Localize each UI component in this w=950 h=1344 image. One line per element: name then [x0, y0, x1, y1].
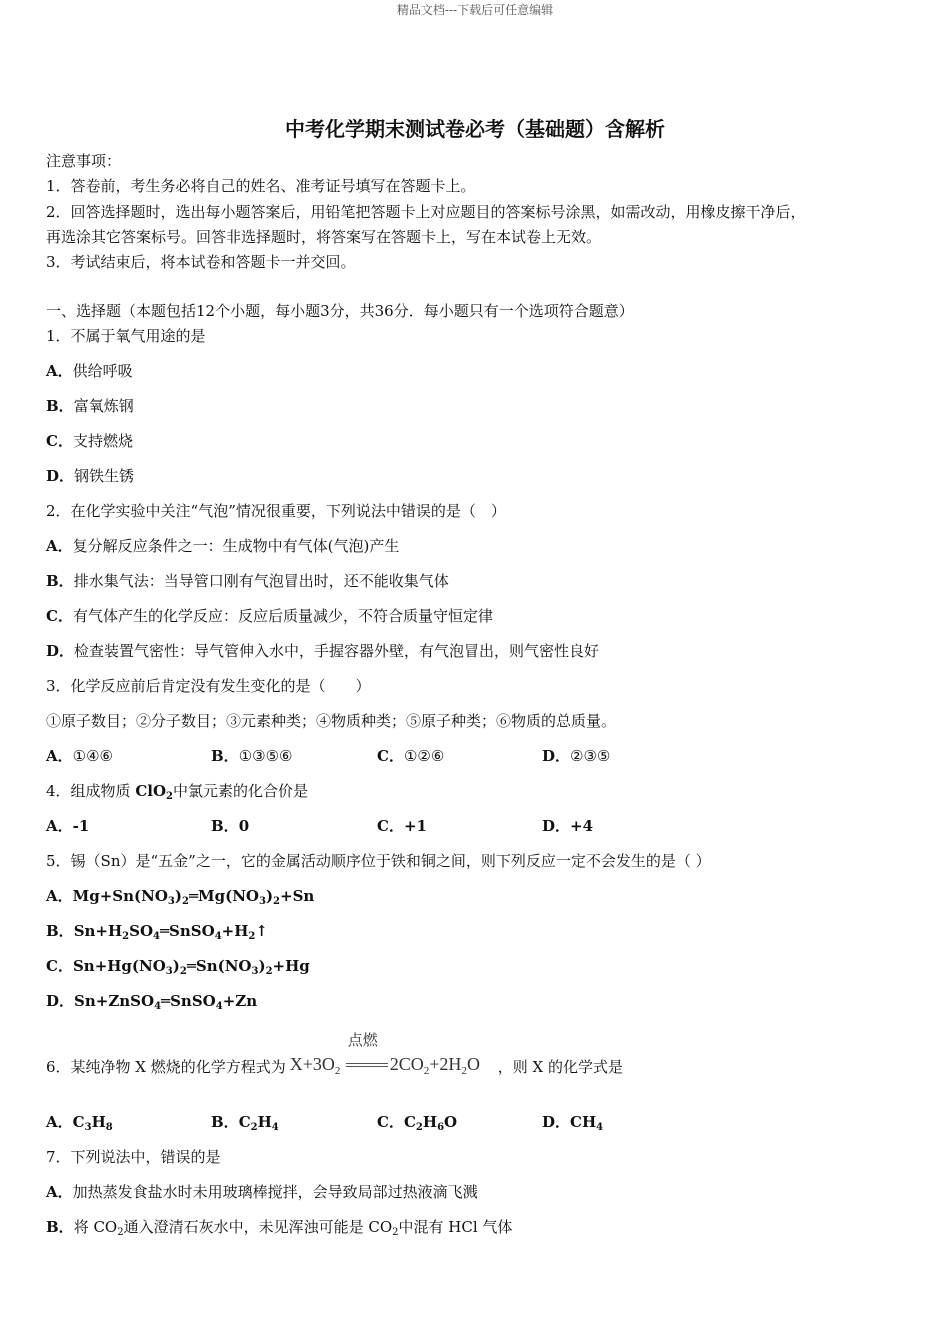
question-4-stem	[46, 781, 308, 807]
formula-text: H	[91, 1113, 106, 1131]
formula-text: 通入澄清石灰水中，未见浑浊可能是 CO	[123, 1218, 393, 1236]
formula-text: SO	[129, 922, 154, 940]
equation-products	[390, 1054, 480, 1081]
subscript: 3	[165, 966, 173, 977]
chemical-equation	[289, 1033, 494, 1077]
formula-text: 将 CO	[73, 1218, 118, 1236]
question-3-option-d	[542, 746, 610, 766]
question-7-option-b	[46, 1217, 512, 1243]
formula-text: +Zn	[222, 992, 258, 1010]
subscript: 2	[182, 896, 189, 907]
question-3-items: ①原子数目；②分子数目；③元素种类；④物质种类；⑤原子种类；⑥物质的总质量。	[46, 712, 617, 730]
subscript: 2	[166, 791, 173, 802]
option-label: B．	[46, 397, 74, 415]
formula-text: ═SnSO	[160, 922, 215, 940]
subscript: 2	[265, 966, 273, 977]
formula-text: Sn+Hg(NO	[72, 957, 166, 975]
option-label: D．	[542, 1113, 571, 1131]
question-1-option-d	[46, 466, 134, 486]
option-text: 复分解反应条件之一：生成物中有气体(气泡)产生	[72, 537, 400, 555]
option-label: B．	[46, 922, 74, 940]
section-heading: 一、选择题（本题包括12个小题，每小题3分，共36分．每小题只有一个选项符合题意）	[46, 302, 634, 320]
option-text	[73, 1113, 113, 1131]
formula-text: CH	[570, 1113, 597, 1131]
question-5-stem: 5．锡（Sn）是“五金”之一，它的金属活动顺序位于铁和铜之间，则下列反应一定不会发生的是（ ）	[46, 852, 711, 870]
subscript: 8	[105, 1122, 113, 1133]
option-text: -1	[72, 817, 90, 835]
subscript: 6	[437, 1122, 445, 1133]
option-text: +4	[570, 817, 594, 835]
question-5-option-a	[46, 886, 314, 912]
option-text: 0	[238, 817, 250, 835]
formula-text: )	[172, 957, 180, 975]
subscript: 2	[250, 1122, 258, 1133]
option-text	[73, 957, 310, 975]
option-text	[74, 1218, 513, 1236]
option-text	[570, 1113, 603, 1131]
question-6-option-c	[377, 1112, 457, 1138]
option-label: A．	[46, 362, 73, 380]
option-label: B．	[46, 572, 74, 590]
subscript: 4	[215, 1001, 223, 1012]
option-text: 供给呼吸	[72, 362, 133, 380]
subscript: 2	[122, 931, 130, 942]
option-label: B．	[46, 1218, 74, 1236]
question-4-option-b	[211, 816, 249, 836]
formula-text: )	[258, 957, 266, 975]
subscript: 4	[271, 1122, 279, 1133]
option-label: C．	[377, 817, 404, 835]
notice-heading: 注意事项：	[46, 152, 122, 170]
equation-reactants	[290, 1054, 341, 1081]
equation-text: X+3O	[289, 1054, 335, 1074]
subscript: 4	[596, 1122, 604, 1133]
option-label: C．	[46, 957, 73, 975]
subscript: 2	[179, 966, 187, 977]
question-7-stem: 7．下列说法中，错误的是	[46, 1148, 221, 1166]
subscript: 3	[258, 896, 266, 907]
formula-text: ═Sn(NO	[186, 957, 252, 975]
stem-text: 中氯元素的化合价是	[172, 782, 308, 800]
option-label: D．	[46, 467, 75, 485]
option-label: C．	[377, 747, 404, 765]
question-6-stem	[46, 1033, 623, 1077]
option-text: +1	[403, 817, 427, 835]
formula-text: +H	[221, 922, 249, 940]
question-6-option-d	[542, 1112, 603, 1138]
question-2-option-b	[46, 571, 449, 591]
option-text: 钢铁生锈	[74, 467, 135, 485]
notice-item-1: 1．答卷前，考生务必将自己的姓名、准考证号填写在答题卡上。	[46, 177, 476, 195]
subscript: 2	[423, 1065, 430, 1077]
option-label: B．	[211, 1113, 239, 1131]
option-text: 有气体产生的化学反应：反应后质量减少，不符合质量守恒定律	[72, 607, 493, 625]
question-6-option-b	[211, 1112, 279, 1138]
question-3-option-b	[211, 746, 292, 766]
question-1-option-b	[46, 396, 134, 416]
formula-text: C	[238, 1113, 251, 1131]
stem-text: ，则 X 的化学式是	[497, 1058, 623, 1076]
formula-text: O	[444, 1113, 458, 1131]
option-label: A．	[46, 537, 73, 555]
option-text	[74, 922, 268, 940]
option-label: C．	[377, 1113, 404, 1131]
notice-item-3: 3．考试结束后，将本试卷和答题卡一并交回。	[46, 253, 356, 271]
equals-bar-bottom	[346, 1066, 388, 1067]
option-text	[404, 1113, 457, 1131]
option-text: ①③⑤⑥	[238, 747, 293, 765]
notice-item-2-line-1: 2．回答选择题时，选出每小题答案后，用铅笔把答题卡上对应题目的答案标号涂黑，如需改动，用橡皮擦干净后，	[46, 203, 806, 221]
question-1-option-c	[46, 431, 133, 451]
formula-text: H	[422, 1113, 438, 1131]
formula-text: ↑	[255, 922, 268, 940]
subscript: 2	[334, 1065, 341, 1077]
formula-text: ═Mg(NO	[188, 887, 259, 905]
subscript: 2	[248, 931, 256, 942]
option-label: D．	[46, 992, 75, 1010]
option-text: ①④⑥	[72, 747, 113, 765]
option-label: C．	[46, 432, 73, 450]
formula-text: C	[72, 1113, 85, 1131]
option-text: ②③⑤	[570, 747, 611, 765]
option-text: 富氧炼钢	[73, 397, 134, 415]
subscript: 2	[415, 1122, 423, 1133]
formula-text: H	[257, 1113, 272, 1131]
formula-text: +Sn	[280, 887, 315, 905]
subscript: 3	[167, 896, 175, 907]
equals-bar-top	[346, 1063, 388, 1064]
option-label: A．	[46, 817, 73, 835]
question-5-option-b	[46, 921, 268, 947]
subscript: 2	[117, 1227, 124, 1238]
option-label: A．	[46, 747, 73, 765]
subscript: 4	[154, 1001, 162, 1012]
question-1-option-a	[46, 361, 133, 381]
header-note: 精品文档---下载后可任意编辑	[396, 3, 554, 17]
option-text: 检查装置气密性：导气管伸入水中，手握容器外壁，有气泡冒出，则气密性良好	[74, 642, 600, 660]
subscript: 2	[392, 1227, 399, 1238]
option-text	[74, 992, 257, 1010]
formula-text: )	[174, 887, 182, 905]
option-label: A．	[46, 1113, 73, 1131]
option-label: D．	[46, 642, 75, 660]
question-7-option-a	[46, 1182, 478, 1202]
option-text	[239, 1113, 279, 1131]
question-6-option-a	[46, 1112, 113, 1138]
stem-text: 6．某纯净物 X 燃烧的化学方程式为	[46, 1058, 286, 1076]
question-5-option-d	[46, 991, 257, 1017]
page-title: 中考化学期末测试卷必考（基础题）含解析	[285, 117, 665, 141]
subscript: 4	[153, 931, 161, 942]
formula-text: Sn+ZnSO	[74, 992, 155, 1010]
option-label: C．	[46, 607, 73, 625]
option-text	[73, 887, 315, 905]
equation-text: 2CO	[389, 1054, 424, 1074]
question-2-stem: 2．在化学实验中关注“气泡”情况很重要，下列说法中错误的是（ ）	[46, 502, 506, 520]
stem-text: 4．组成物质	[46, 782, 136, 800]
question-2-option-c	[46, 606, 493, 626]
option-label: B．	[211, 817, 239, 835]
question-4-option-a	[46, 816, 89, 836]
option-label: A．	[46, 887, 73, 905]
subscript: 3	[84, 1122, 92, 1133]
notice-item-2-line-2: 再选涂其它答案标号。回答非选择题时，将答案写在答题卡上，写在本试卷上无效。	[46, 228, 602, 246]
formula-text: 中混有 HCl 气体	[398, 1218, 513, 1236]
subscript: 2	[273, 896, 281, 907]
question-4-option-d	[542, 816, 593, 836]
question-2-option-d	[46, 641, 599, 661]
option-text: ①②⑥	[403, 747, 445, 765]
subscript: 4	[214, 931, 222, 942]
subscript: 2	[461, 1065, 467, 1077]
option-label: A．	[46, 1183, 73, 1201]
question-3-option-c	[377, 746, 444, 766]
formula-text: +Hg	[272, 957, 310, 975]
option-text: 支持燃烧	[72, 432, 133, 450]
chemical-formula: ClO	[135, 782, 167, 800]
option-text: 排水集气法：当导管口刚有气泡冒出时，还不能收集气体	[73, 572, 449, 590]
reaction-condition: 点燃	[347, 1033, 378, 1049]
option-text: 加热蒸发食盐水时未用玻璃棒搅拌，会导致局部过热液滴飞溅	[72, 1183, 478, 1201]
equation-text: +2H	[429, 1054, 462, 1074]
question-4-option-c	[377, 816, 427, 836]
question-3-option-a	[46, 746, 113, 766]
question-3-stem: 3．化学反应前后肯定没有发生变化的是（ ）	[46, 677, 371, 695]
formula-text: Mg+Sn(NO	[72, 887, 168, 905]
formula-text: )	[265, 887, 274, 905]
question-5-option-c	[46, 956, 310, 982]
question-2-option-a	[46, 536, 399, 556]
formula-text: ═SnSO	[161, 992, 216, 1010]
question-1-stem: 1．不属于氧气用途的是	[46, 327, 206, 345]
option-label: D．	[542, 747, 571, 765]
formula-text: Sn+H	[73, 922, 123, 940]
option-label: B．	[211, 747, 239, 765]
formula-text: C	[403, 1113, 416, 1131]
subscript: 3	[251, 966, 259, 977]
equation-text: O	[466, 1054, 480, 1074]
option-label: D．	[542, 817, 571, 835]
